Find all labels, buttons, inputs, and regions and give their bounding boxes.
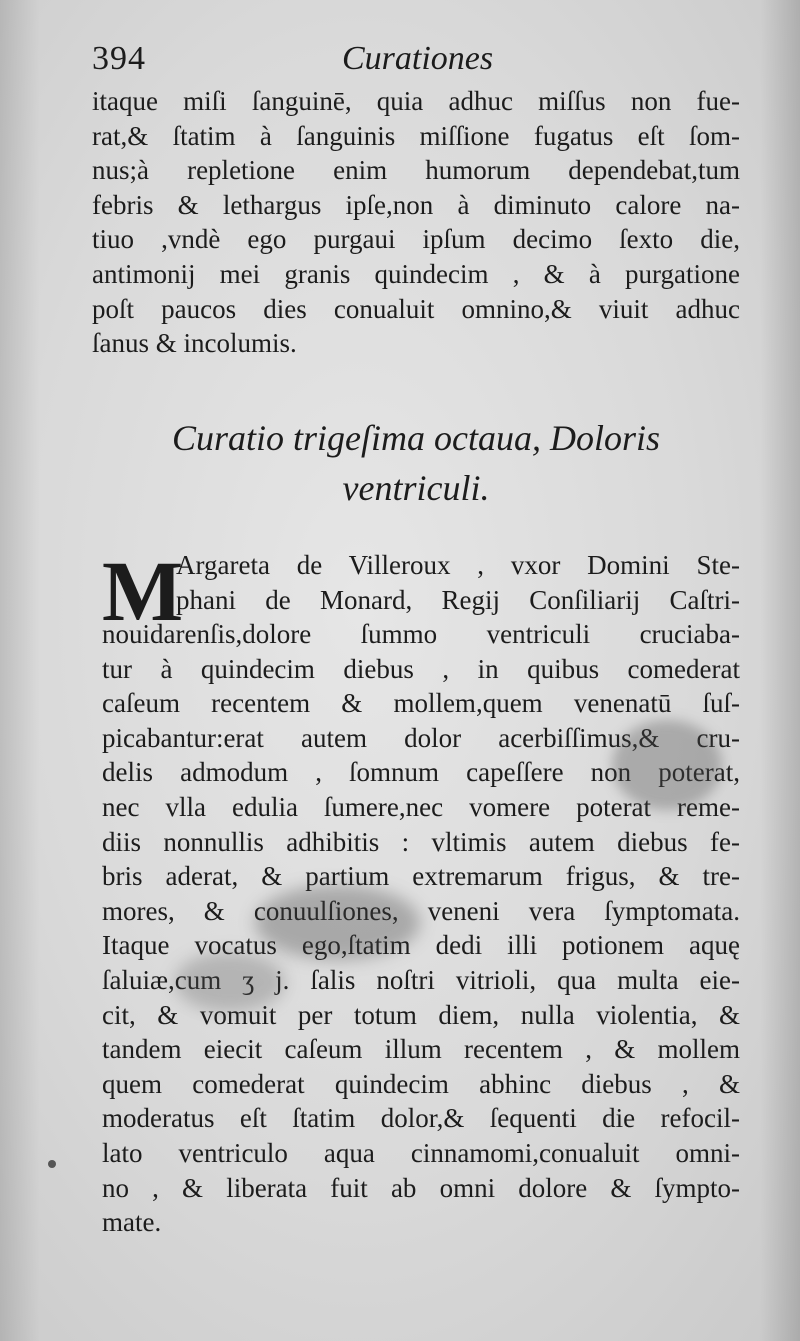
- text-line: poſt paucos dies conualuit omnino,& viuit adhuc: [92, 293, 740, 324]
- text-line: antimonij mei granis quindecim , & à purgatione: [92, 258, 740, 289]
- section-heading-continuation: ventriculi.: [342, 468, 490, 508]
- main-paragraph: [102, 617, 740, 1240]
- text-line: tiuo ,vndè ego purgaui ipſum decimo ſexto die,: [92, 224, 740, 255]
- text-line: caſeum recentem & mollem,quem venenatū ſuſ-: [102, 688, 740, 719]
- page-edge-shadow-left: [0, 0, 40, 1341]
- text-line: Argareta de Villeroux , vxor Domini Ste-: [176, 550, 740, 580]
- running-head: [92, 40, 732, 90]
- text-line: mate.: [102, 1207, 162, 1238]
- text-line: moderatus eſt ſtatim dolor,& ſequenti die refocil-: [102, 1103, 740, 1134]
- page-edge-shadow-right: [760, 0, 800, 1341]
- page-number: 394: [92, 40, 146, 77]
- text-line: delis admodum , ſomnum capeſſere non poterat,: [102, 757, 740, 788]
- text-line: febris & lethargus ipſe,non à diminuto calore na-: [92, 189, 740, 220]
- text-line: picabantur:erat autem dolor acerbiſſimus,& cru-: [102, 722, 740, 753]
- margin-spot: [48, 1160, 56, 1168]
- text-line: nus;à repletione enim humorum dependebat,tum: [92, 155, 740, 186]
- text-line: bris aderat, & partium extremarum frigus, & tre-: [102, 861, 740, 892]
- text-line: phani de Monard, Regij Conſiliarij Caſtri-: [176, 584, 740, 615]
- text-line: quem comederat quindecim abhinc diebus , &: [102, 1068, 740, 1099]
- running-title: Curationes: [342, 40, 494, 77]
- text-line: no , & liberata fuit ab omni dolore & ſympto-: [102, 1172, 740, 1203]
- text-line: Itaque vocatus ego,ſtatim dedi illi potionem aquę: [102, 930, 740, 961]
- text-line: diis nonnullis adhibitis : vltimis autem diebus fe-: [102, 826, 740, 857]
- text-line: nouidarenſis,dolore ſummo ventriculi cruciaba-: [102, 619, 740, 649]
- text-line: nec vlla edulia ſumere,nec vomere poterat reme-: [102, 791, 740, 822]
- text-line: tur à quindecim diebus , in quibus comederat: [102, 653, 740, 684]
- top-paragraph: [92, 84, 740, 361]
- drop-cap: M: [102, 543, 184, 639]
- main-paragraph-opening: [176, 548, 740, 617]
- section-heading: Curatio trigeſima octaua, Doloris: [171, 418, 661, 458]
- text-line: cit, & vomuit per totum diem, nulla violentia, &: [102, 999, 740, 1030]
- text-line: itaque miſi ſanguinē, quia adhuc miſſus non fue-: [92, 86, 740, 116]
- text-line: mores, & conuulſiones, veneni vera ſymptomata.: [102, 895, 740, 926]
- text-line: rat,& ſtatim à ſanguinis miſſione fugatus eſt ſom-: [92, 120, 740, 151]
- text-line: ſaluiæ,cum ʒ j. ſalis noſtri vitrioli, qua multa eie-: [102, 964, 740, 995]
- text-line: ſanus & incolumis.: [92, 328, 297, 359]
- text-line: tandem eiecit caſeum illum recentem , & mollem: [102, 1034, 740, 1065]
- text-line: lato ventriculo aqua cinnamomi,conualuit omni-: [102, 1137, 740, 1168]
